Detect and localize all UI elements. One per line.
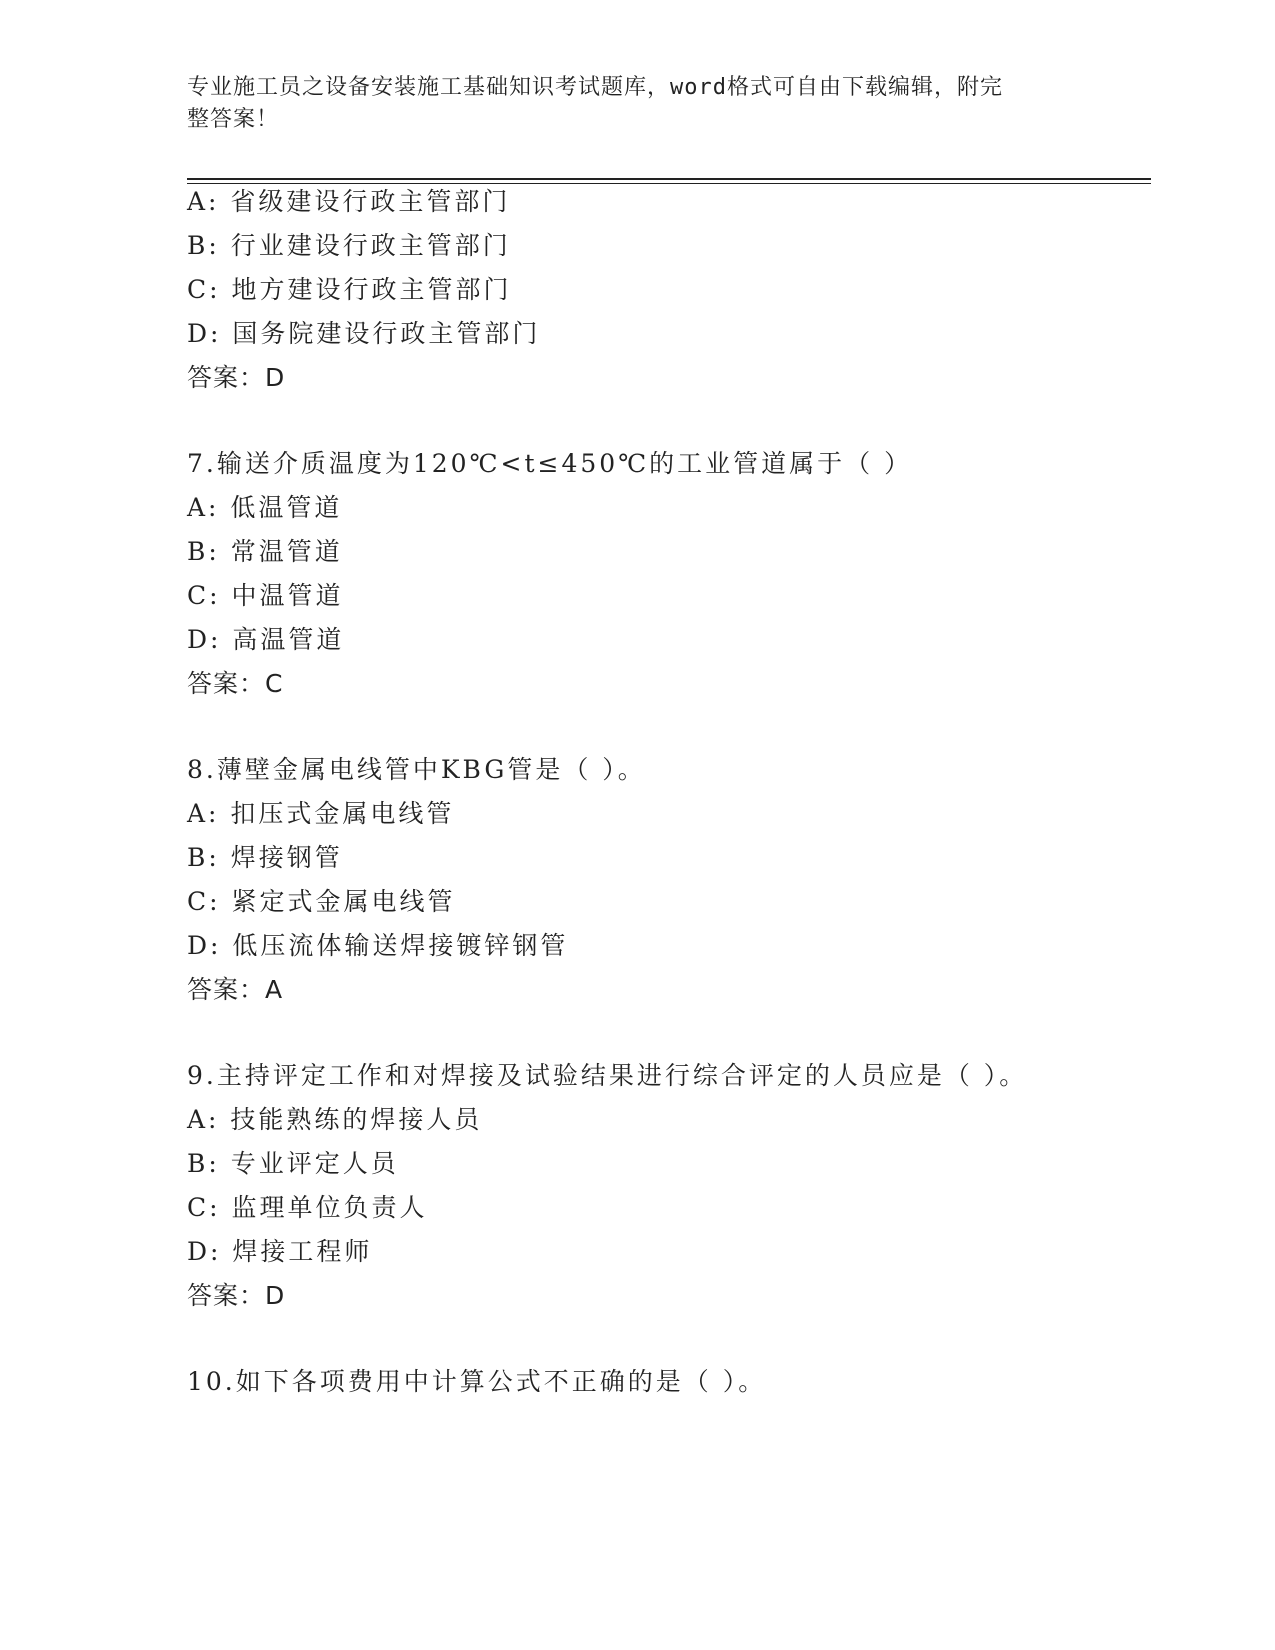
q9-answer: 答案：D (187, 1281, 286, 1310)
q8-question: 8.薄壁金属电线管中KBG管是（ ）。 (187, 755, 646, 784)
header-line-1: 专业施工员之设备安装施工基础知识考试题库，word格式可自由下载编辑，附完 (187, 75, 1003, 100)
q6-option-a: A: 省级建设行政主管部门 (187, 187, 511, 216)
q9-option-c: C: 监理单位负责人 (187, 1193, 428, 1222)
q8-option-a: A: 扣压式金属电线管 (187, 799, 455, 828)
q6-option-b: B: 行业建设行政主管部门 (187, 231, 511, 260)
q9-option-d: D: 焊接工程师 (187, 1237, 373, 1266)
header-line-2: 整答案！ (187, 107, 280, 132)
q9-option-a: A: 技能熟练的焊接人员 (187, 1105, 483, 1134)
document-header (187, 72, 1067, 136)
q8-option-c: C: 紧定式金属电线管 (187, 887, 456, 916)
q6-answer: 答案：D (187, 363, 286, 392)
q8-option-d: D: 低压流体输送焊接镀锌钢管 (187, 931, 569, 960)
q8-option-b: B: 焊接钢管 (187, 843, 343, 872)
q9-option-b: B: 专业评定人员 (187, 1149, 399, 1178)
q7-question: 7.输送介质温度为120℃<t≤450℃的工业管道属于（ ） (187, 449, 913, 478)
header-rule-thick (187, 178, 1151, 180)
q6-option-c: C: 地方建设行政主管部门 (187, 275, 512, 304)
q9-question: 9.主持评定工作和对焊接及试验结果进行综合评定的人员应是（ ）。 (187, 1061, 1028, 1090)
q7-answer: 答案：C (187, 669, 284, 698)
q7-option-d: D: 高温管道 (187, 625, 345, 654)
q10-question: 10.如下各项费用中计算公式不正确的是（ ）。 (187, 1367, 767, 1396)
q8-answer: 答案：A (187, 975, 284, 1004)
q7-option-a: A: 低温管道 (187, 493, 343, 522)
q6-option-d: D: 国务院建设行政主管部门 (187, 319, 541, 348)
q7-option-c: C: 中温管道 (187, 581, 344, 610)
q7-option-b: B: 常温管道 (187, 537, 343, 566)
